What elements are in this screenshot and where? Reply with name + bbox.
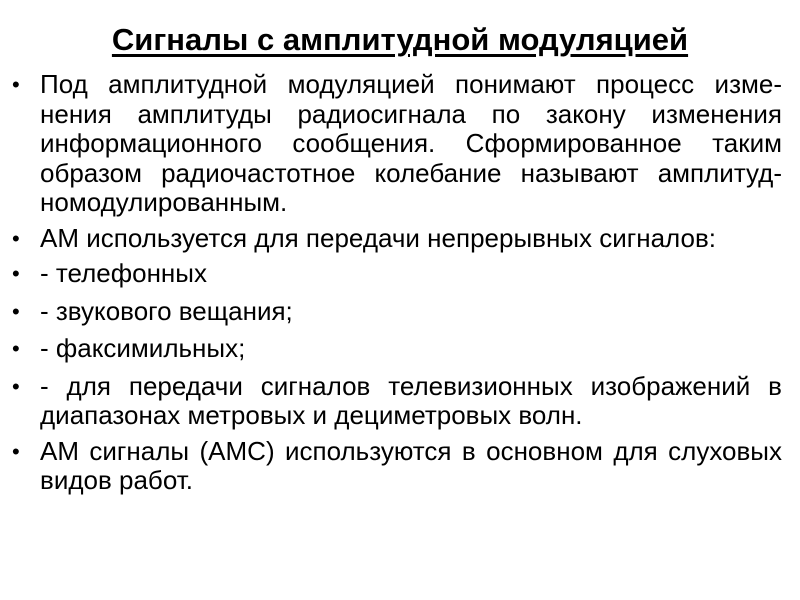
bullet-dot-icon: • [12,72,20,97]
bullet-list [10,70,782,502]
bullet-dot-icon: • [12,261,20,286]
bullet-text: - факсимильных; [40,333,246,363]
bullet-item-facsimile [10,334,782,364]
bullet-text: АМ используется для передачи непрерывных сигналов: [40,222,716,253]
slide-title: Сигналы с амплитудной модуляцией [111,22,689,57]
bullet-item-am-definition [10,70,782,218]
bullet-item-telephone [10,259,782,289]
bullet-item-broadcast [10,297,782,327]
bullet-dot-icon: • [12,373,20,399]
bullet-text: - телефонных [40,258,207,288]
bullet-item-television [10,372,782,431]
bullet-text: - для передачи сигналов телевизионных изображений в диапазонах метровых и дециметровых волн. [40,370,782,430]
bullet-dot-icon: • [12,298,20,324]
bullet-text: - звукового вещания; [40,295,293,326]
bullet-dot-icon: • [12,336,20,361]
bullet-text: Под амплитудной модуляцией понимают процесс изме- нения амплитуды радиосигнала по закону изменения информационного сообщения. Сформированное таким образом радиочастотное колебание называют амплитуд- номодулированным. [40,69,782,217]
bullet-dot-icon: • [12,438,20,464]
bullet-item-am-usage [10,224,782,254]
bullet-item-ams-usage [10,437,782,496]
bullet-dot-icon: • [12,225,20,251]
bullet-text: АМ сигналы (АМС) используются в основном для слуховых видов работ. [40,435,782,495]
